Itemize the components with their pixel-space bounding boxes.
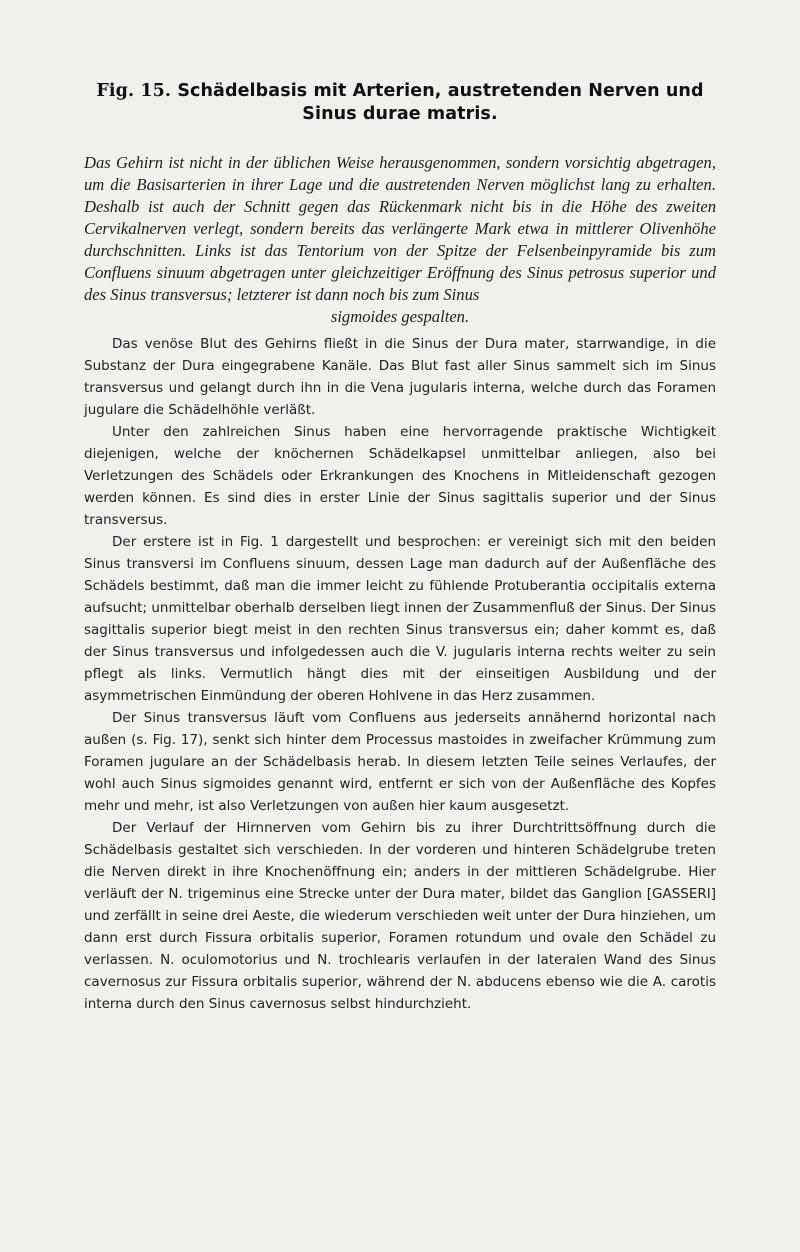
book-page <box>84 80 716 1015</box>
paragraph: Der Sinus transversus läuft vom Confluens aus jederseits annähernd horizontal nach außen (s. Fig. 17), senkt sich hinter dem Processus mastoides in zweifacher Krümmung zum Foramen jugulare an der Schädelbasis herab. In diesem letzten Teile seines Verlaufes, der wohl auch Sinus sigmoides genannt wird, entfernt er sich von der Außenfläche des Kopfes mehr und mehr, ist also Verletzungen von außen hier kaum ausgesetzt. <box>84 710 716 814</box>
paragraph: Der Verlauf der Hirnnerven vom Gehirn bis zu ihrer Durchtrittsöffnung durch die Schädelbasis gestaltet sich verschieden. In der vorderen und hinteren Schädelgrube treten die Nerven direkt in ihre Knochenöffnung ein; anders in der mittleren Schädelgrube. Hier verläuft der N. trigeminus eine Strecke unter der Dura mater, bildet das Ganglion [GASSERI] und zerfällt in seine drei Aeste, die wiederum verschieden weit unter der Dura hinziehen, um dann erst durch Fissura orbitalis superior, Foramen rotundum und ovale den Schädel zu verlassen. N. oculomotorius und N. trochlearis verlaufen in der lateralen Wand des Sinus cavernosus zur Fissura orbitalis superior, während der N. abducens ebenso wie die A. carotis interna durch den Sinus cavernosus selbst hindurchzieht. <box>84 820 716 1012</box>
caption-text: Das Gehirn ist nicht in der üblichen Weise herausgenommen, sondern vorsichtig abgetragen, um die Basisarterien in ihrer Lage und die austretenden Nerven möglichst lang zu erhalten. Deshalb ist auch der Schnitt gegen das Rückenmark nicht bis in die Höhe des zweiten Cervikalnerven verlegt, sondern bereits das verlängerte Mark etwa in mittlerer Olivenhöhe durchschnitten. Links ist das Tentorium von der Spitze der Felsenbeinpyramide bis zum Confluens sinuum abgetragen unter gleichzeitiger Eröffnung des Sinus petrosus superior und des Sinus transversus; letzterer ist dann noch bis zum Sinus <box>84 153 716 304</box>
figure-caption <box>84 152 716 328</box>
paragraph: Der erstere ist in Fig. 1 dargestellt und besprochen: er vereinigt sich mit den beiden Sinus transversi im Confluens sinuum, dessen Lage man dadurch auf der Außenfläche des Schädels bestimmt, daß man die immer leicht zu fühlende Protuberantia occipitalis externa aufsucht; unmittelbar oberhalb derselben liegt innen der Zusammenfluß der Sinus. Der Sinus sagittalis superior biegt meist in den rechten Sinus transversus ein; daher kommt es, daß der Sinus transversus und infolgedessen auch die V. jugularis interna rechts weiter zu sein pflegt als links. Vermutlich hängt dies mit der einseitigen Ausbildung und der asymmetrischen Einmündung der oberen Hohlvene in das Herz zusammen. <box>84 534 716 704</box>
paragraph: Unter den zahlreichen Sinus haben eine hervorragende praktische Wichtigkeit diejenigen, welche der knöchernen Schädelkapsel unmittelbar anliegen, also bei Verletzungen des Schädels oder Erkrankungen des Knochens in Mitleidenschaft gezogen werden können. Es sind dies in erster Linie der Sinus sagittalis superior und der Sinus transversus. <box>84 424 716 528</box>
body-text <box>84 333 716 1015</box>
caption-last-line: sigmoides gespalten. <box>330 307 470 326</box>
figure-title <box>84 80 716 126</box>
paragraph: Das venöse Blut des Gehirns fließt in die Sinus der Dura mater, starrwandige, in die Substanz der Dura eingegrabene Kanäle. Das Blut fast aller Sinus sammelt sich im Sinus transversus und gelangt durch ihn in die Vena jugularis interna, welche durch das Foramen jugulare die Schädelhöhle verläßt. <box>84 336 716 418</box>
figure-label: Fig. 15. <box>96 81 172 101</box>
figure-title-text: Schädelbasis mit Arterien, austretenden Nerven und Sinus durae matris. <box>177 81 704 124</box>
